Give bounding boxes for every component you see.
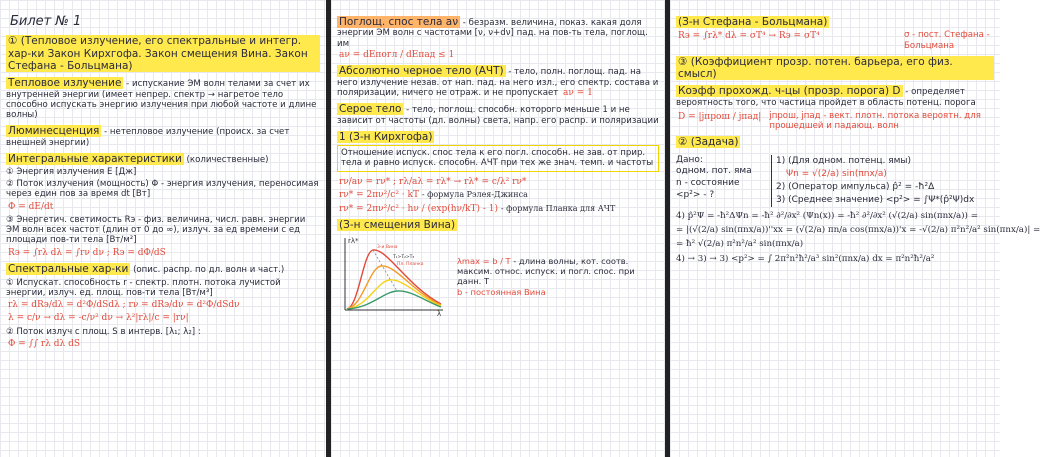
graph-x-label: λ — [437, 309, 442, 318]
stefan-boltzmann-law — [676, 16, 994, 51]
transmission-note: jпрош, jпад - вект. плотн. потока вероятн. для прошедшей и падающ. волн — [769, 110, 981, 132]
step-1: 1) (Для одном. потенц. ямы) — [776, 155, 912, 166]
transmission-coefficient — [676, 85, 994, 131]
black-body-formula: aν = 1 — [563, 87, 593, 98]
planck-formula: rν* = 2πν²/c² · hν / (exp(hν/kT) - 1) — [339, 203, 498, 214]
integral-item-2: ② Поток излучения (мощность) Φ - энергия излучения, переносимая через един пов за время dt [Вт] — [6, 179, 319, 200]
integral-heading: Интегральные характеристики — [8, 152, 182, 165]
solution-line-1: 4) p̂²Ψ = -ħ²ΔΨn = -ħ² ∂²/∂x² (Ψn(x)) = -ħ² ∂²/∂x² (√(2/a) sin(πnx/a)) = — [676, 210, 978, 221]
kirchhoff-formula: rν/aν = rν* ; rλ/aλ = rλ* → rλ* = c/λ² rν* — [339, 176, 527, 187]
notes-column-1 — [0, 0, 326, 457]
wien-law — [337, 219, 659, 318]
kirchhoff-law — [337, 131, 659, 214]
emissivity-formula: rλ = dRэ/dλ = d²Φ/dSdλ ; rν = dRэ/dν = d²Φ/dSdν — [8, 299, 240, 310]
step-1-formula: Ψn = √(2/a) sin(πnx/a) — [786, 168, 887, 179]
given-line-1: одном. пот. яма — [676, 166, 752, 177]
task-heading: ② (Задача) — [678, 136, 739, 149]
wavelength-conversion-formula: λ = c/ν → dλ = -c/ν² dν → λ²|rλ|/c = |rν| — [8, 313, 189, 324]
given-label: Дано: — [676, 154, 703, 165]
wien-explanation — [457, 234, 659, 316]
task-conditions — [676, 155, 994, 207]
wien-graph-block — [337, 234, 659, 316]
solution-final: 4) → 3) → 3) <p²> = ∫ 2π²n²ħ²/a³ sin²(πnx/a) dx = π²n²ħ²/a² — [676, 253, 935, 264]
topic-3-heading: ③ (Коэффициент прозр. потен. барьера, его физ. смысл) — [676, 56, 994, 81]
spectral-heading: Спектральные хар-ки — [8, 263, 129, 276]
absorptivity-definition — [337, 16, 659, 60]
kirchhoff-heading: 1 (З-н Кирхгофа) — [339, 130, 433, 143]
curve-t4 — [347, 291, 441, 309]
black-body-definition — [337, 65, 659, 98]
step-3: 3) (Среднее значение) <p²> = ∫Ψ*(p̂²Ψ)dx — [776, 194, 975, 205]
integral-item-1: ① Энергия излучения E [Дж] — [6, 167, 137, 178]
transmission-term: Коэфф прохожд. ч-цы (прозр. порога) D — [678, 85, 901, 98]
gray-body-definition — [337, 103, 659, 126]
spectral-characteristics — [6, 263, 320, 350]
task-steps — [771, 155, 974, 207]
absorptivity-text: - безразм. величина, показ. какая доля энергии ЭМ волн с частотами [ν, ν+dν] пад. на пов-ть тела, поглощ. им — [337, 18, 648, 49]
integral-item-3: ③ Энергетич. светимость Rэ - физ. величина, числ. равн. энергии ЭМ волн всех частот (длин от 0 до ∞), излуч. за ед времени с ед площади пов-ти тела [Вт/м²] — [6, 215, 306, 246]
stefan-boltzmann-heading: (З-н Стефана - Больцмана) — [678, 16, 828, 28]
planck-label: - формула Планка для АЧТ — [500, 203, 616, 213]
task-given — [676, 155, 771, 207]
ticket-title: Билет № 1 — [10, 14, 82, 29]
thermal-radiation-definition — [6, 77, 320, 120]
topic-1-heading: ① (Тепловое излучение, его спектральные и интегр. хар-ки Закон Кирхгофа. Закон смещения Вина. Закон Стефана - Больцмана) — [6, 35, 320, 72]
solution-line-3: = ħ² √(2/a) π²n²/a² sin(πnx/a) — [676, 239, 804, 250]
integral-characteristics — [6, 153, 320, 258]
rayleigh-jeans-label: - формула Рэлея-Джинса — [421, 190, 528, 200]
gray-body-term: Серое тело — [339, 103, 402, 116]
graph-label-wien: 3-и Вина — [377, 244, 398, 250]
stefan-boltzmann-formula: Rэ = ∫rλ* dλ = σT⁴ → Rэ = σT⁴ — [678, 31, 820, 42]
absorptivity-formula: aν = dEпогл / dEпад ≤ 1 — [339, 49, 455, 60]
luminescence-term: Люминесценция — [8, 125, 100, 138]
spectral-note: (опис. распр. по дл. волн и част.) — [130, 265, 285, 276]
transmission-formula: D = |jпрош / jпад| — [678, 111, 762, 122]
wien-text: - длина волны, кот. соотв. максим. относ. испуск. и погл. спос. при данн. T — [457, 255, 635, 287]
spectral-item-1: ① Испускат. способность r - спектр. плотн. потока лучистой энергии, излуч. ед. площ. пов-ти тела [Вт/м³] — [6, 277, 281, 298]
flux-formula: Φ = dE/dt — [8, 201, 54, 212]
stefan-boltzmann-note: σ - пост. Стефана - Больцмана — [904, 30, 990, 51]
integral-note: (количественные) — [183, 154, 269, 165]
graph-y-label: rλ* — [348, 236, 359, 245]
notes-column-2 — [331, 0, 665, 457]
gray-body-text: - тело, поглощ. способн. которого меньше 1 и не зависит от частоты (дл. волны) света, напр. его распр. и поляризации — [337, 105, 659, 126]
given-line-3: <p²> - ? — [676, 189, 715, 200]
wien-heading: (З-н смещения Вина) — [339, 219, 456, 232]
transmission-text: - определяет вероятность того, что частица пройдет в область потенц. порога — [676, 87, 976, 108]
step-2: 2) (Оператор импульса) p̂² = -ħ²Δ — [776, 181, 935, 192]
notes-column-3 — [670, 0, 1040, 457]
wien-formula: λmax = b / T — [457, 255, 511, 266]
kirchhoff-statement: Отношение испуск. спос тела к его погл. способн. не зав. от прир. тела и равно испуск. способн. АЧТ при тех же знач. темп. и частоты — [337, 145, 659, 171]
rayleigh-jeans-formula: rν* = 2πν²/c² · kT — [339, 190, 419, 201]
radiance-formula: Rэ = ∫rλ dλ = ∫rν dν ; Rэ = dΦ/dS — [8, 247, 166, 258]
black-body-text: - тело, полн. поглощ. пад. на него излучение незав. от нап. пад. на него изл., его спектр. состава и поляризации, ничего не отраж. и не пропускает — [337, 67, 659, 98]
luminescence-definition — [6, 125, 320, 148]
spectral-item-2: ② Поток излуч с площ. S в интерв. [λ₁; λ₂] : — [6, 327, 201, 338]
black-body-term: Абсолютно черное тело (АЧТ) — [339, 65, 504, 78]
luminescence-text: - нетепловое излучение (происх. за счет внешней энергии) — [6, 127, 290, 148]
solution-line-2: = |(√(2/a) sin(πnx/a))''xx = (√(2/a) πn/a cos(πnx/a))'x = -√(2/a) π²n²/a² sin(πnx/a)| = — [676, 225, 1040, 236]
graph-label-temps: T₁>T₂>T₃ — [393, 254, 415, 260]
given-line-2: n - состояние — [676, 177, 740, 188]
blackbody-spectrum-graph — [337, 234, 447, 316]
thermal-radiation-text: - испускание ЭМ волн телами за счет их внутренней энергии (имеет непрер. спектр → нагретое тело способно испускать энергию излучения при любой частоте и длине волны) — [6, 79, 317, 121]
solution-final-row — [676, 254, 994, 264]
flux-interval-formula: Φ = ∫∫ rλ dλ dS — [8, 339, 80, 350]
thermal-radiation-term: Тепловое излучение — [8, 77, 122, 90]
graph-label-planck: Пл. Планка — [397, 261, 424, 267]
task-section — [676, 136, 1040, 264]
absorptivity-term: Поглощ. спос тела aν — [339, 16, 459, 28]
wien-constant-note: b - постоянная Вина — [457, 286, 546, 297]
